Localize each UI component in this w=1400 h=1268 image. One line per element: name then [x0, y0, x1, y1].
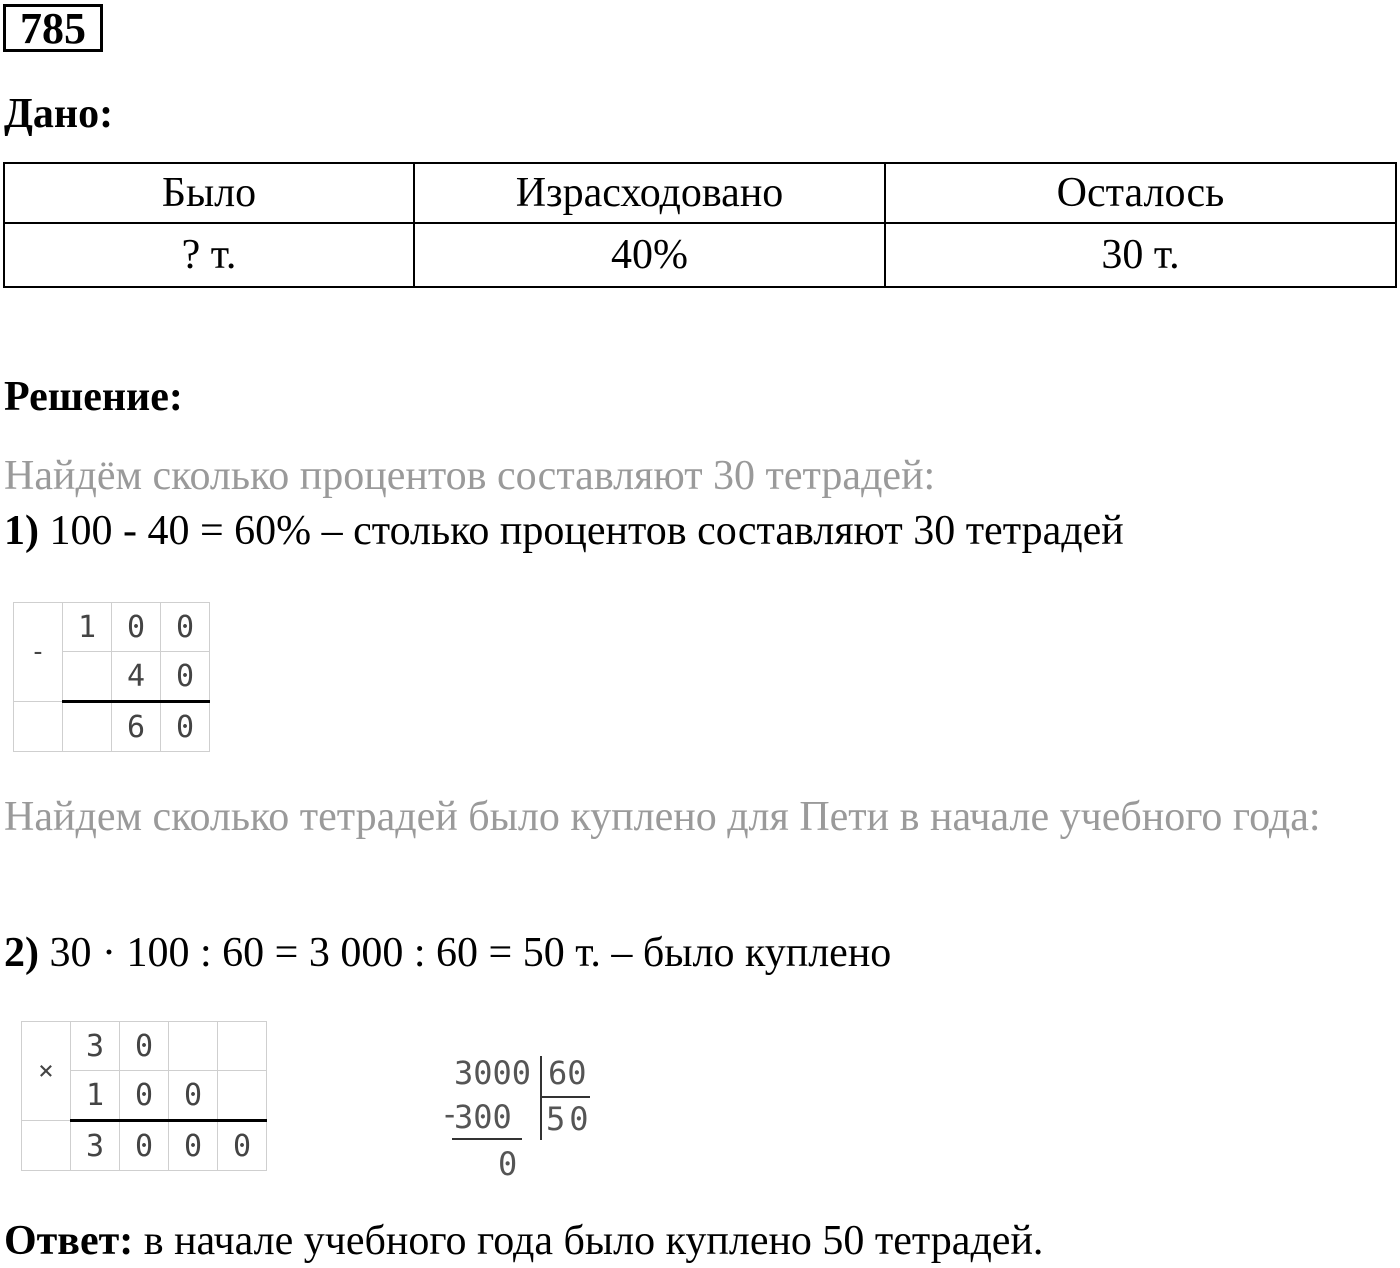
- grid-cell: 0: [161, 652, 210, 702]
- division-vertical-line: [540, 1056, 542, 1140]
- subtraction-grid: [13, 602, 210, 752]
- grid-cell: 0: [120, 1071, 169, 1121]
- given-table: [3, 162, 1397, 288]
- header-left: Осталось: [885, 163, 1396, 223]
- grid-cell: [218, 1022, 267, 1071]
- grid-cell: 0: [169, 1121, 218, 1171]
- answer-text: в начале учебного года было куплено 50 тетрадей.: [133, 1218, 1044, 1264]
- solution-heading: Решение:: [4, 374, 183, 420]
- header-spent: Израсходовано: [414, 163, 885, 223]
- value-left: 30 т.: [885, 223, 1396, 287]
- header-was: Было: [4, 163, 414, 223]
- grid-cell: 6: [112, 702, 161, 752]
- grid-cell: 3: [71, 1022, 120, 1071]
- value-spent: 40%: [414, 223, 885, 287]
- grid-cell: [63, 702, 112, 752]
- grid-cell: 0: [120, 1022, 169, 1071]
- division-divisor: 60: [548, 1054, 587, 1092]
- grid-cell: [169, 1022, 218, 1071]
- division-subtrahend: 300: [454, 1098, 512, 1136]
- division-minus: -: [440, 1095, 460, 1133]
- grid-cell: 0: [161, 603, 210, 652]
- multiplication-grid: [21, 1021, 267, 1171]
- grid-cell: [22, 1121, 71, 1171]
- division-remainder: 0: [498, 1145, 518, 1183]
- given-heading: Дано:: [4, 91, 114, 137]
- division-divisor-underline: [540, 1096, 590, 1098]
- grid-cell: [63, 652, 112, 702]
- grid-cell: 1: [71, 1071, 120, 1121]
- step-2: [4, 926, 891, 980]
- step-1: [4, 504, 1124, 558]
- grid-cell: 4: [112, 652, 161, 702]
- grid-cell: 0: [112, 603, 161, 652]
- division-dividend: 3000: [454, 1054, 532, 1092]
- division-quotient: 50: [546, 1100, 593, 1138]
- subtraction-operator: -: [14, 603, 63, 702]
- grid-cell: [14, 702, 63, 752]
- grid-cell: 1: [63, 603, 112, 652]
- grid-cell: 0: [218, 1121, 267, 1171]
- step-1-text: 100 - 40 = 60% – столько процентов составляют 30 тетрадей: [39, 508, 1124, 554]
- grid-cell: [218, 1071, 267, 1121]
- long-division: [436, 1050, 606, 1183]
- value-was: ? т.: [4, 223, 414, 287]
- step-2-number: 2): [4, 930, 39, 976]
- grid-cell: 3: [71, 1121, 120, 1171]
- task-number: 785: [3, 4, 103, 52]
- solution-note-2: Найдем сколько тетрадей было куплено для Пети в начале учебного года:: [4, 794, 1321, 840]
- division-subtrahend-underline: [452, 1138, 522, 1140]
- solution-note-1: Найдём сколько процентов составляют 30 тетрадей:: [4, 453, 936, 499]
- step-1-number: 1): [4, 508, 39, 554]
- answer-label: Ответ:: [4, 1218, 134, 1264]
- grid-cell: 0: [120, 1121, 169, 1171]
- step-2-text: 30 · 100 : 60 = 3 000 : 60 = 50 т. – было куплено: [39, 930, 892, 976]
- grid-cell: 0: [169, 1071, 218, 1121]
- answer: [4, 1214, 1043, 1268]
- multiplication-operator: ×: [22, 1022, 71, 1121]
- grid-cell: 0: [161, 702, 210, 752]
